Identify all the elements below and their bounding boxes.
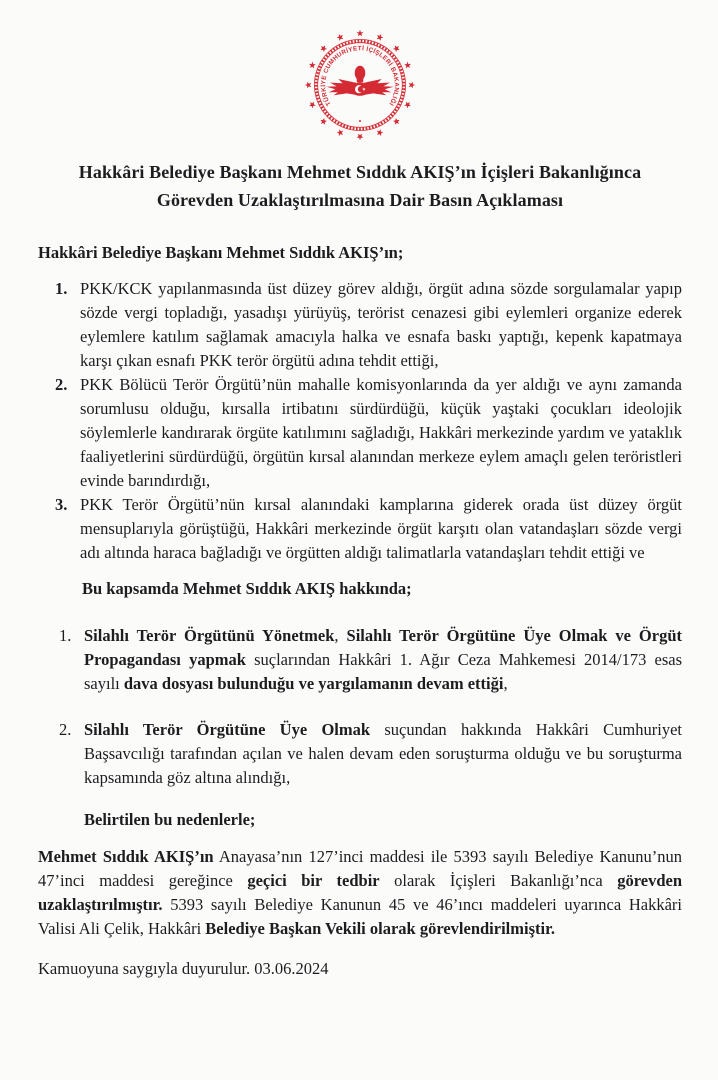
emphasis-text: Silahlı Terör Örgütüne Üye Olmak ve Örgüt Propagandası yapmak <box>84 626 683 669</box>
list-item-text <box>80 277 682 373</box>
document-title-line1: Hakkâri Belediye Başkanı Mehmet Sıddık AKIŞ’ın İçişleri Bakanlığınca <box>78 162 642 182</box>
ministry-emblem-graphic <box>300 25 420 145</box>
emphasis-text: Silahlı Terör Örgütünü Yönetmek <box>84 626 335 645</box>
emphasis-text: geçici bir tedbir <box>247 871 380 890</box>
document-title <box>38 158 682 214</box>
list-item <box>59 718 682 790</box>
list-item <box>55 493 682 565</box>
body-text: 5393 sayılı Belediye Kanunun 45 ve 46’ıncı maddeleri uyarınca Hakkâri Valisi Ali Çelik, Hakkâri <box>38 895 682 938</box>
list-item-number: 2. <box>55 375 68 394</box>
emphasis-text: dava dosyası bulunduğu ve yargılamanın devam ettiği <box>123 674 504 693</box>
emphasis-text: Mehmet Sıddık AKIŞ’ın <box>38 847 214 866</box>
emblem-ring-text: TÜRKİYE CUMHURİYETİ İÇİŞLERİ BAKANLIĞI <box>320 45 400 107</box>
intro-heading: Hakkâri Belediye Başkanı Mehmet Sıddık AKIŞ’ın; <box>38 243 404 262</box>
body-text: , <box>503 674 508 693</box>
list-item-text <box>80 493 682 565</box>
body-text: olarak İçişleri Bakanlığı’nca <box>379 871 618 890</box>
list-item-text <box>80 373 682 493</box>
closing-line: Kamuoyuna saygıyla duyurulur. 03.06.2024 <box>38 959 329 978</box>
emblem-bottom-dot <box>359 120 361 122</box>
emphasis-text: Silahlı Terör Örgütüne Üye Olmak <box>84 720 371 739</box>
scope-heading: Bu kapsamda Mehmet Sıddık AKIŞ hakkında; <box>82 579 412 598</box>
body-text: PKK Terör Örgütü’nün kırsal alanındaki kamplarına giderek orada üst düzey örgüt mensuplarıyla görüştüğü, Hakkâri merkezinde örgüt karşıtı olan vatandaşları sözde vergi adı altında haraca bağladığı ve örgütten aldığı talimatlarla vatandaşları tehdit ettiği ve <box>80 495 682 562</box>
body-text: PKK/KCK yapılanmasında üst düzey görev aldığı, örgüt adına sözde sorgulamalar yapıp sözde vergi topladığı, yasadışı yürüyüş, terörist cenazesi gibi eylemleri organize ederek eylemlere katılım sağlamak amacıyla halka ve esnafa baskı yaptığı, kepenk kapatmaya karşı çıkan esnafı PKK terör örgütü adına tehdit ettiği, <box>80 279 682 370</box>
list-item <box>55 277 682 373</box>
emphasis-text: görevden uzaklaştırılmıştır. <box>38 871 682 914</box>
body-text: suçundan hakkında Hakkâri Cumhuriyet Başsavcılığı tarafından açılan ve halen devam eden soruşturma olduğu ve bu soruşturma kapsamında göz altına alındığı, <box>84 720 682 787</box>
decision-paragraph <box>38 845 682 941</box>
ministry-emblem <box>38 25 682 143</box>
list-item-number: 2. <box>59 720 72 739</box>
ataturk-silhouette-icon <box>355 66 366 83</box>
list-item-number: 3. <box>55 495 68 514</box>
legal-proceedings-list <box>38 624 682 790</box>
list-item <box>55 373 682 493</box>
allegations-list <box>38 277 682 565</box>
list-item-text <box>84 718 682 790</box>
body-text: PKK Bölücü Terör Örgütü’nün mahalle komisyonlarında da yer aldığı ve aynı zamanda sorumlusu olduğu, kırsalla irtibatını sürdürdüğü, küçük yaştaki çocukları ideolojik söylemlerle kandırarak örgüte katılımını sağladığı, Hakkâri merkezinde yardım ve yataklık faaliyetlerini sürdürdüğü, örgütün kırsal alanından merkeze eylem amaçlı gelen teröristleri evinde barındırdığı, <box>80 375 682 490</box>
document-title-line2: Görevden Uzaklaştırılmasına Dair Basın Açıklaması <box>156 190 564 210</box>
body-text: Anayasa’nın 127’inci maddesi ile 5393 sayılı Belediye Kanunu’nun 47’inci maddesi gereğince <box>38 847 682 890</box>
body-text: , <box>334 626 347 645</box>
list-item-text <box>84 624 682 696</box>
emphasis-text: Belediye Başkan Vekili olarak görevlendirilmiştir. <box>205 919 556 938</box>
list-item-number: 1. <box>59 626 72 645</box>
reasons-heading: Belirtilen bu nedenlerle; <box>84 810 256 829</box>
body-text: suçlarından Hakkâri 1. Ağır Ceza Mahkemesi 2014/173 esas sayılı <box>84 650 682 693</box>
list-item <box>59 624 682 696</box>
list-item-number: 1. <box>55 279 68 298</box>
